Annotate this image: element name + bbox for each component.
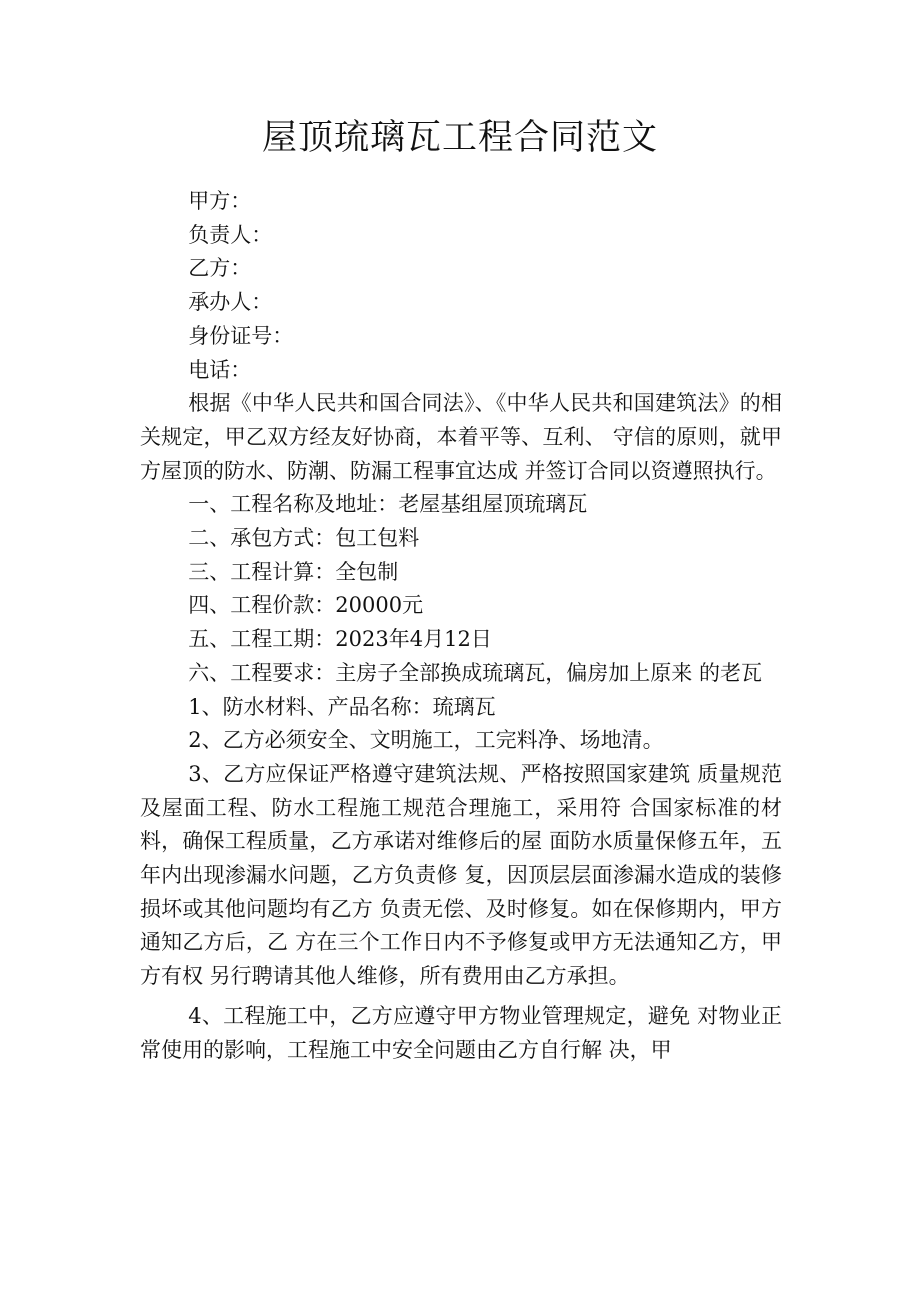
clause-price: 四、工程价款：20000元 (188, 593, 424, 618)
party-a-representative-field: 负责人： (188, 222, 273, 247)
requirement-item-4: 4、工程施工中，乙方应遵守甲方物业管理规定，避免 对物业正常使用的影响，工程施工中安全问题由乙方自行解 决，甲 (140, 1003, 782, 1062)
preamble-paragraph: 根据《中华人民共和国合同法》、《中华人民共和国建筑法》的相关规定，甲乙双方经友好协商，本着平等、互利、 守信的原则，就甲方屋顶的防水、防潮、防漏工程事宜达成 并签订合同以资遵照执行。 (140, 391, 782, 483)
party-b-agent-field: 承办人： (188, 290, 273, 315)
party-a-field: 甲方： (188, 189, 252, 213)
clause-calculation: 三、工程计算：全包制 (188, 559, 399, 584)
phone-field: 电话： (188, 357, 252, 382)
clause-contract-method: 二、承包方式：包工包料 (188, 526, 420, 551)
id-number-field: 身份证号： (188, 323, 294, 348)
clause-project-name: 一、工程名称及地址：老屋基组屋顶琉璃瓦 (188, 492, 588, 517)
requirement-item-3: 3、乙方应保证严格遵守建筑法规、严格按照国家建筑 质量规范及屋面工程、防水工程施工规范合理施工，采用符 合国家标准的材料，确保工程质量，乙方承诺对维修后的屋 面防水质量保修五年，五年内出现渗漏水问题，乙方负责修 复，因顶层层面渗漏水造成的装修损坏或其他问题均有乙方 负责无偿、及时修复。如在保修期内，甲方通知乙方后，乙 方在三个工作日内不予修复或甲方无法通知乙方，甲方有权 另行聘请其他人维修，所有费用由乙方承担。 (140, 761, 782, 989)
clause-duration: 五、工程工期：2023年4月12日 (188, 627, 492, 652)
requirement-item-1: 1、防水材料、产品名称：琉璃瓦 (188, 694, 496, 719)
clause-requirements: 六、工程要求：主房子全部换成琉璃瓦，偏房加上原来 的老瓦 (188, 660, 762, 685)
requirement-item-2: 2、乙方必须安全、文明施工，工完料净、场地清。 (188, 728, 664, 753)
contract-body (140, 185, 782, 1067)
party-b-field: 乙方： (188, 256, 252, 281)
document-title: 屋顶琉璃瓦工程合同范文 (261, 118, 658, 158)
